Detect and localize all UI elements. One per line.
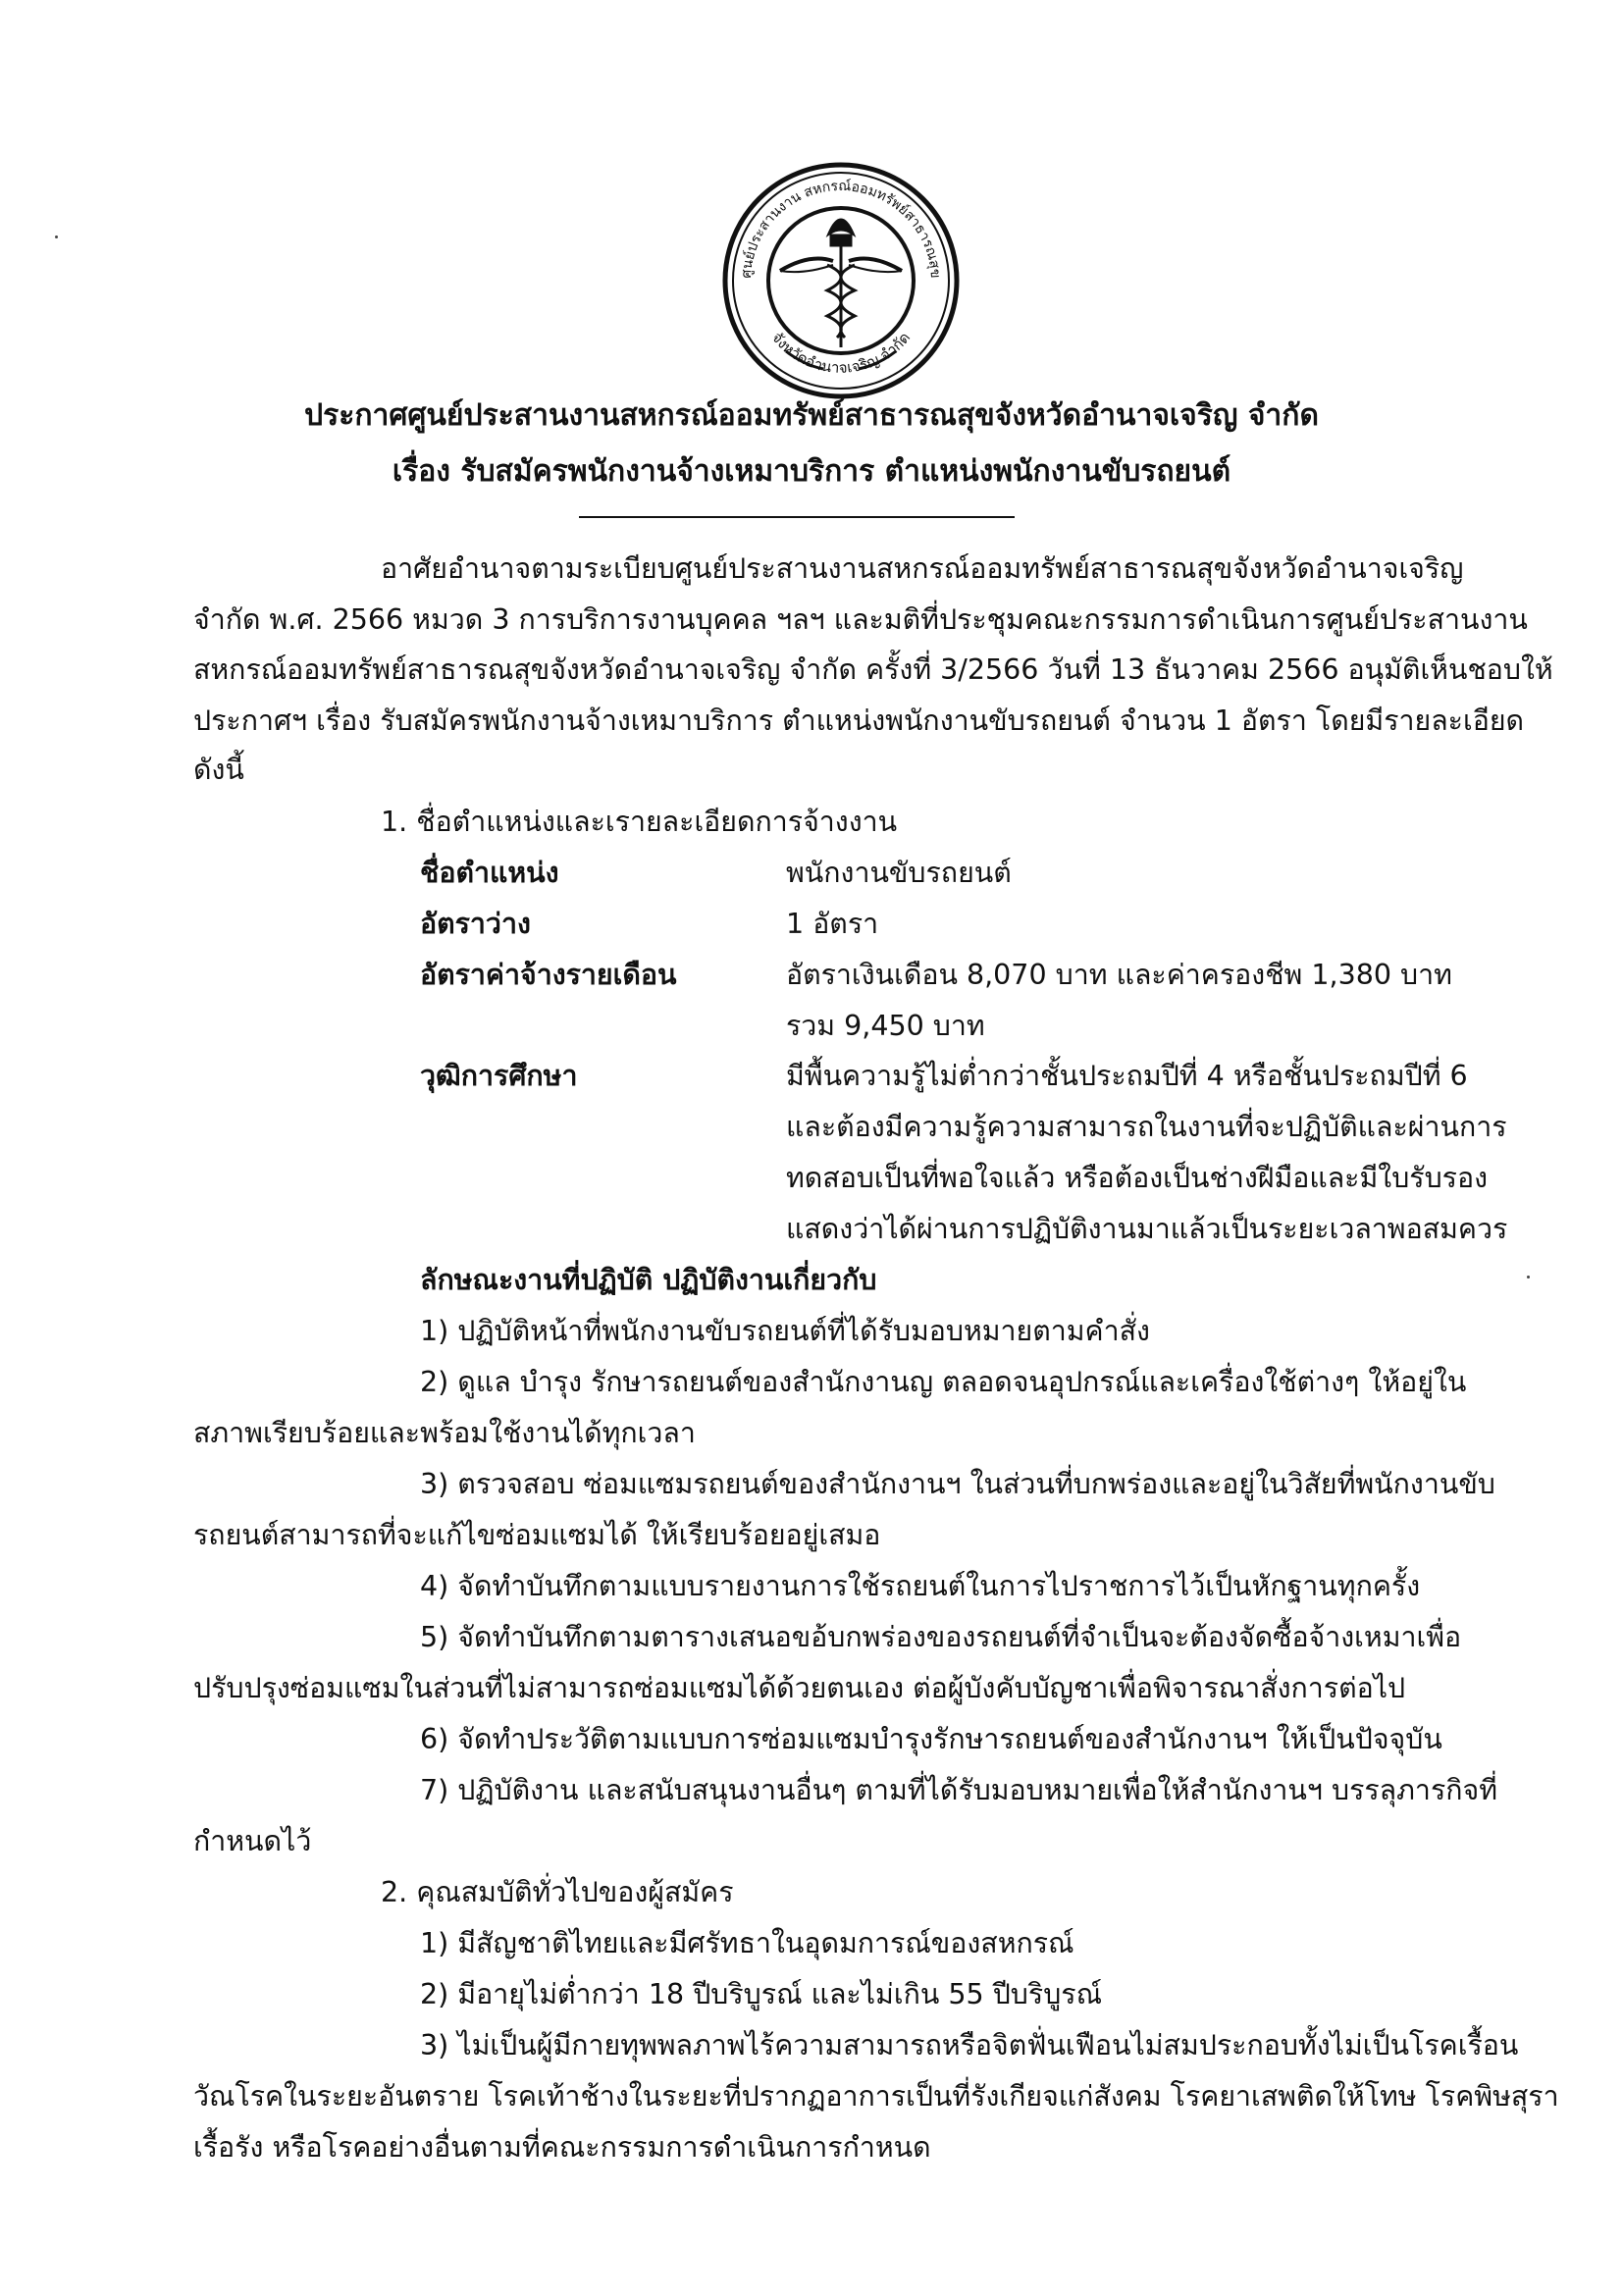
- duty-3-line-2: รถยนต์สามารถที่จะแก้ไขซ่อมแซมได้ ให้เรียบร้อยอยู่เสมอ: [193, 1519, 881, 1551]
- duty-3-line-1: 3) ตรวจสอบ ซ่อมแซมรถยนต์ของสำนักงานฯ ในส่วนที่บกพร่องและอยู่ในวิสัยที่พนักงานขับ: [420, 1468, 1495, 1500]
- education-value-line-4: แสดงว่าได้ผ่านการปฏิบัติงานมาแล้วเป็นระยะเวลาพอสมควร: [786, 1213, 1508, 1245]
- announcement-subject: เรื่อง รับสมัครพนักงานจ้างเหมาบริการ ตำแหน่งพนักงานขับรถยนต์: [392, 454, 1231, 489]
- vacancy-label: อัตราว่าง: [420, 908, 531, 940]
- duty-5-line-1: 5) จัดทำบันทึกตามตารางเสนอขอ้บกพร่องของรถยนต์ที่จำเป็นจะต้องจัดซื้อจ้างเหมาเพื่อ: [420, 1621, 1462, 1653]
- position-value: พนักงานขับรถยนต์: [786, 857, 1012, 889]
- duty-4: 4) จัดทำบันทึกตามแบบรายงานการใช้รถยนต์ในการไปราชการไว้เป็นหักฐานทุกครั้ง: [420, 1570, 1421, 1602]
- education-value-line-3: ทดสอบเป็นที่พอใจแล้ว หรือต้องเป็นช่างฝีมือและมีใบรับรอง: [786, 1162, 1489, 1194]
- scan-speck: [55, 235, 58, 238]
- announcement-title: ประกาศศูนย์ประสานงานสหกรณ์ออมทรัพย์สาธารณสุขจังหวัดอำนาจเจริญ จำกัด: [304, 398, 1319, 433]
- intro-line-5: ดังนี้: [193, 754, 244, 786]
- intro-line-4: ประกาศฯ เรื่อง รับสมัครพนักงานจ้างเหมาบริการ ตำแหน่งพนักงานขับรถยนต์ จำนวน 1 อัตรา โดยมีรายละเอียด: [193, 704, 1525, 737]
- qualification-3-line-2: วัณโรคในระยะอันตราย โรคเท้าช้างในระยะที่ปรากฏอาการเป็นที่รังเกียจแก่สังคม โรคยาเสพติดให้โทษ โรคพิษสุรา: [193, 2080, 1559, 2113]
- qualification-1: 1) มีสัญชาติไทยและมีศรัทธาในอุดมการณ์ของสหกรณ์: [420, 1927, 1074, 1959]
- duty-5-line-2: ปรับปรุงซ่อมแซมในส่วนที่ไม่สามารถซ่อมแซมได้ด้วยตนเอง ต่อผู้บังคับบัญชาเพื่อพิจารณาสั่งการต่อไป: [193, 1672, 1406, 1704]
- duty-7-line-2: กำหนดไว้: [193, 1825, 312, 1857]
- wage-label: อัตราค่าจ้างรายเดือน: [420, 959, 677, 991]
- seal-ring-text-top: ศูนย์ประสานงาน สหกรณ์ออมทรัพย์สาธารณสุข: [738, 178, 944, 280]
- wage-value-line-1: อัตราเงินเดือน 8,070 บาท และค่าครองชีพ 1,380 บาท: [786, 959, 1452, 991]
- section-2-heading: 2. คุณสมบัติทั่วไปของผู้สมัคร: [381, 1876, 734, 1908]
- duty-2-line-1: 2) ดูแล บำรุง รักษารถยนต์ของสำนักงานญ ตลอดจนอุปกรณ์และเครื่องใช้ต่างๆ ให้อยู่ใน: [420, 1366, 1467, 1398]
- duty-6: 6) จัดทำประวัติตามแบบการซ่อมแซมบำรุงรักษารถยนต์ของสำนักงานฯ ให้เป็นปัจจุบัน: [420, 1723, 1442, 1755]
- duty-1: 1) ปฏิบัติหน้าที่พนักงานขับรถยนต์ที่ได้รับมอบหมายตามคำสั่ง: [420, 1315, 1150, 1347]
- duty-2-line-2: สภาพเรียบร้อยและพร้อมใช้งานได้ทุกเวลา: [193, 1417, 696, 1449]
- intro-line-1: อาศัยอำนาจตามระเบียบศูนย์ประสานงานสหกรณ์ออมทรัพย์สาธารณสุขจังหวัดอำนาจเจริญ: [381, 552, 1464, 585]
- qualification-3-line-1: 3) ไม่เป็นผู้มีกายทุพพลภาพไร้ความสามารถหรือจิตฟั่นเฟือนไม่สมประกอบทั้งไม่เป็นโรคเรื้อน: [420, 2029, 1519, 2061]
- education-value-line-1: มีพื้นความรู้ไม่ต่ำกว่าชั้นประถมปีที่ 4 หรือชั้นประถมปีที่ 6: [786, 1060, 1468, 1092]
- education-value-line-2: และต้องมีความรู้ความสามารถในงานที่จะปฏิบัติและผ่านการ: [786, 1111, 1507, 1143]
- seal-ring-text-bottom: จังหวัดอำนาจเจริญ จำกัด: [767, 329, 915, 377]
- qualification-2: 2) มีอายุไม่ต่ำกว่า 18 ปีบริบูรณ์ และไม่เกิน 55 ปีบริบูรณ์: [420, 1978, 1103, 2010]
- title-divider: [579, 516, 1015, 518]
- duty-7-line-1: 7) ปฏิบัติงาน และสนับสนุนงานอื่นๆ ตามที่ได้รับมอบหมายเพื่อให้สำนักงานฯ บรรลุภารกิจที่: [420, 1774, 1497, 1806]
- qualification-3-line-3: เรื้อรัง หรือโรคอย่างอื่นตามที่คณะกรรมการดำเนินการกำหนด: [193, 2131, 931, 2164]
- wage-value-line-2: รวม 9,450 บาท: [786, 1010, 985, 1042]
- intro-line-2: จำกัด พ.ศ. 2566 หมวด 3 การบริการงานบุคคล ฯลฯ และมติที่ประชุมคณะกรรมการดำเนินการศูนย์ประสานงาน: [193, 603, 1528, 636]
- intro-line-3: สหกรณ์ออมทรัพย์สาธารณสุขจังหวัดอำนาจเจริญ จำกัด ครั้งที่ 3/2566 วันที่ 13 ธันวาคม 2566 อนุมัติเห็นชอบให้: [193, 653, 1553, 686]
- education-label: วุฒิการศึกษา: [420, 1060, 578, 1092]
- scan-speck: [1527, 1276, 1530, 1278]
- cooperative-seal-logo: [721, 155, 961, 406]
- position-label: ชื่อตำแหน่ง: [420, 857, 559, 889]
- duties-heading: ลักษณะงานที่ปฏิบัติ ปฏิบัติงานเกี่ยวกับ: [420, 1264, 877, 1296]
- section-1-heading: 1. ชื่อตำแหน่งและเรายละเอียดการจ้างงาน: [381, 806, 898, 838]
- vacancy-value: 1 อัตรา: [786, 908, 879, 940]
